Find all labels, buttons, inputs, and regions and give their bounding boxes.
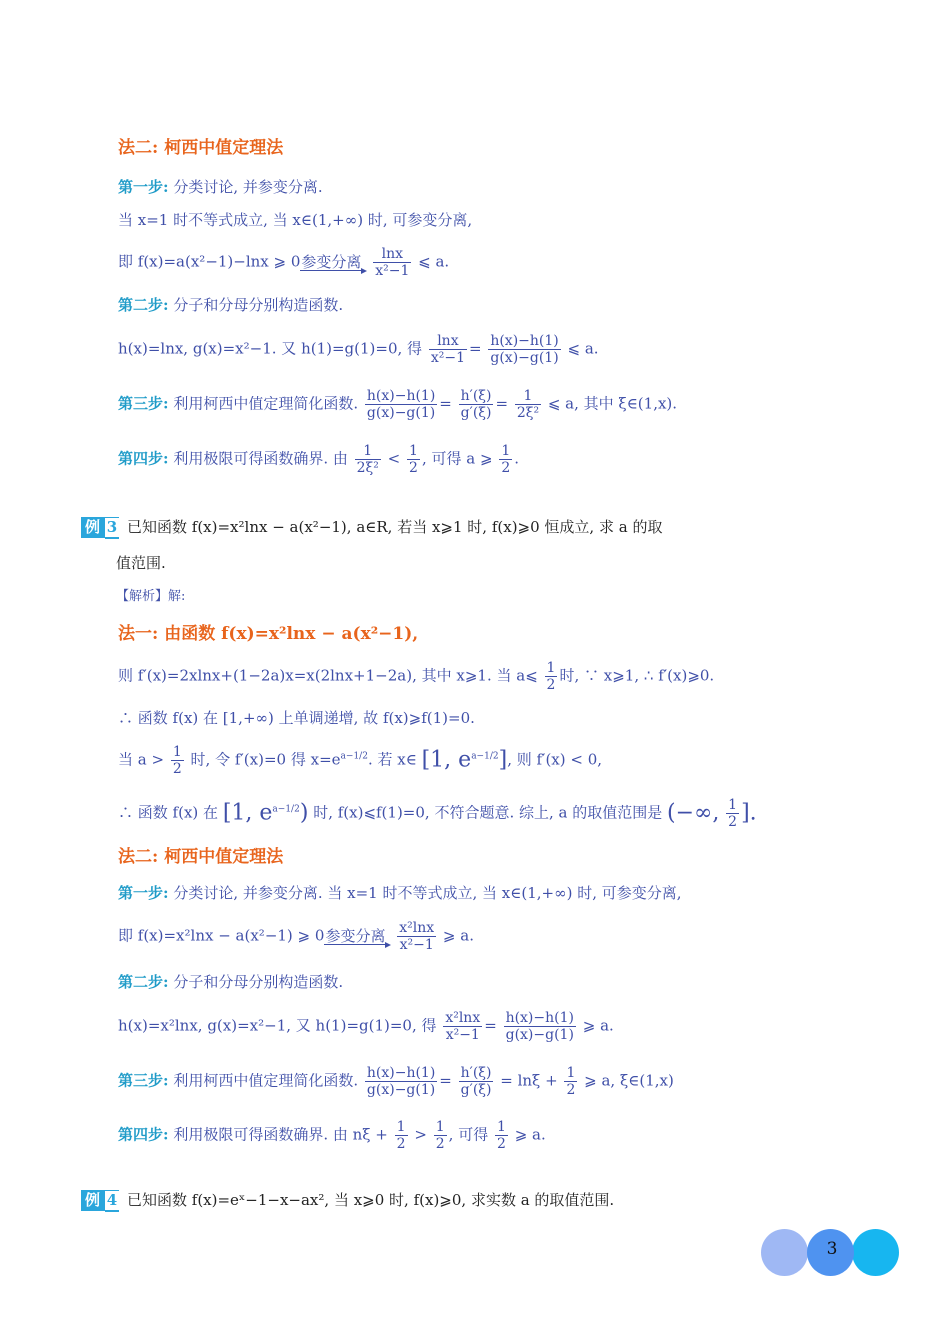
step-line [118,886,682,901]
example-number: 3 [105,518,119,539]
problem-text: 已知函数 f(x)=x²lnx − a(x²−1), a∈R, 若当 x⩾1 时, f(x)⩾0 恒成立, 求 a 的取 [127,518,663,536]
example-badge: 例 3 [81,517,119,538]
step-text: 利用柯西中值定理简化函数. [168,1071,359,1090]
step-text: 分子和分母分别构造函数. [168,296,344,314]
step-line [118,298,343,313]
fraction: $\frac{h(x)-h(1)}{g(x)-g(1)}$ [505,1010,574,1044]
fraction: $\frac{1}{2}$ [546,660,556,694]
step-key: 第三步: [118,394,169,413]
fraction: $\frac{1}{\text{2ξ²}}$ [516,388,540,422]
fraction: $\frac{1}{\text{2ξ²}}$ [356,443,379,477]
step-text: 利用柯西中值定理简化函数. [168,394,359,413]
fraction: $\frac{\ln x}{\text{x²−1}}$ [375,246,410,280]
fraction: $\frac{1}{2}$ [728,797,738,831]
fraction: $\frac{1}{2}$ [172,744,182,778]
arrow-label: 参变分离 [301,252,362,271]
formula-line: 当 a > $\frac{1}{2}$ 时, 令 f′(x)=0 得 $x=e^{a-1/2}$. 若 x∈ [1, $e^{a-1/2}$], 则 f′(x) < 0, [118,744,603,778]
formula-line: 即 f(x)=x²lnx − a(x²−1) ⩾ 0参变分离 $\frac{\text{x²lnx}}{\text{x²−1}}$ ⩾ a. [118,920,474,954]
step-line: 第三步: 利用柯西中值定理简化函数. $\frac{h(x)-h(1)}{g(x)-g(1)}$ = $\frac{h'(\xi)}{g'(\xi)}$ = $\frac{1}{\text{2ξ²}}$ ⩽ a, 其中 ξ∈(1,x). [118,388,678,422]
text-line: ∴ 函数 f(x) 在 [1,+∞) 上单调递增, 故 f(x)⩾f(1)=0. [118,709,475,727]
step-key: 第二步: [118,296,169,314]
step-key: 第一步: [118,884,169,902]
method-title: 法一: 由函数 f(x)=x²lnx − a(x²−1), [118,624,419,644]
problem-text: 已知函数 f(x)=eˣ−1−x−ax², 当 x⩾0 时, f(x)⩾0, 求实数 a 的取值范围. [127,1191,615,1209]
formula-text: ⩽ a. [418,252,450,271]
example-number: 4 [105,1191,119,1212]
step-key: 第四步: [118,449,169,468]
fraction: $\frac{1}{2}$ [501,443,511,477]
formula-line: h(x)=x²lnx, g(x)=x²−1, 又 h(1)=g(1)=0, 得 $\frac{\text{x²lnx}}{\text{x²−1}}$ = $\frac{h(x)-h(1)}{g(x)-g(1)}$ ⩾ a. [118,1010,614,1044]
step-line: 第四步: 利用极限可得函数确界. 由 nξ + $\frac{1}{2}$ > $\frac{1}{2}$ , 可得 $\frac{1}{2}$ ⩾ a. [118,1119,546,1153]
fraction: $\frac{h(x)-h(1)}{g(x)-g(1)}$ [366,1065,436,1099]
text-line: 当 x=1 时不等式成立, 当 x∈(1,+∞) 时, 可参变分离, [118,211,473,229]
fraction: $\frac{\text{x²lnx}}{\text{x²−1}}$ [445,1010,481,1044]
problem-text: 值范围. [116,554,166,572]
fraction: $\frac{1}{2}$ [409,443,418,477]
formula-line: ∴ 函数 f(x) 在 [1, $e^{a-1/2}$) 时, f(x)⩽f(1)=0, 不符合题意. 综上, a 的取值范围是 (−∞, $\frac{1}{2}$ ]. [118,797,757,831]
fraction: $\frac{h(x)-h(1)}{g(x)-g(1)}$ [490,333,559,367]
page-circle-decoration [761,1229,808,1276]
step-text: 分类讨论, 并参变分离. [168,178,323,196]
formula-line [118,246,449,279]
step-line [118,180,323,195]
formula-text: h(x)=lnx, g(x)=x²−1. 又 h(1)=g(1)=0, 得 [118,339,423,358]
step-text: 利用极限可得函数确界. 由 [168,449,348,468]
step-line: 第四步: 利用极限可得函数确界. 由 $\frac{1}{\text{2ξ²}}$ < $\frac{1}{2}$ , 可得 a ⩾ $\frac{1}{2}$ . [118,443,520,477]
step-text: 分子和分母分别构造函数. [168,973,344,991]
formula-text: ⩽ a. [567,339,599,358]
example-badge: 例 4 [81,1190,119,1211]
fraction: $\frac{h'(\xi)}{g'(\xi)}$ [460,1065,492,1099]
fraction: $\frac{h(x)-h(1)}{g(x)-g(1)}$ [366,388,436,422]
step-text: 利用极限可得函数确界. 由 nξ + [168,1125,388,1144]
formula-text: 即 f(x)=a(x²−1)−lnx ⩾ 0 [118,252,301,271]
fraction: $\frac{1}{2}$ [396,1119,406,1153]
analysis-label: 【解析】解: [116,589,186,604]
formula-text: ⩽ a, 其中 ξ∈(1,x). [547,394,678,413]
formula-line: h(x)=lnx, g(x)=x²−1. 又 h(1)=g(1)=0, 得 $\frac{\ln x}{\text{x²−1}}$ = $\frac{h(x)-h(1)}{g(x)-g(1)}$ ⩽ a. [118,333,599,367]
step-key: 第二步: [118,973,169,991]
fraction: $\frac{1}{2}$ [435,1119,445,1153]
step-key: 第三步: [118,1071,169,1090]
fraction: $\frac{1}{2}$ [496,1119,506,1153]
page-number: 3 [826,1239,838,1259]
fraction: $\frac{h'(\xi)}{g'(\xi)}$ [460,388,492,422]
method-title: 法二: 柯西中值定理法 [118,138,284,158]
step-line: 第三步: 利用柯西中值定理简化函数. $\frac{h(x)-h(1)}{g(x)-g(1)}$ = $\frac{h'(\xi)}{g'(\xi)}$ = lnξ + $\frac{1}{2}$ ⩾ a, ξ∈(1,x) [118,1065,674,1099]
fraction: $\frac{\ln x}{\text{x²−1}}$ [430,333,465,367]
method-title: 法二: 柯西中值定理法 [118,847,284,867]
fraction: $\frac{1}{2}$ [566,1065,576,1099]
formula-line: 则 f′(x)=2xlnx+(1−2a)x=x(2lnx+1−2a), 其中 x⩾1. 当 a⩽ $\frac{1}{2}$ 时, ∵ x⩾1, ∴ f′(x)⩾0. [118,660,715,694]
arrow-label: 参变分离 [325,926,386,945]
step-key: 第四步: [118,1125,169,1144]
step-line [118,975,343,990]
fraction: $\frac{\text{x²lnx}}{\text{x²−1}}$ [399,920,435,954]
step-text: 分类讨论, 并参变分离. 当 x=1 时不等式成立, 当 x∈(1,+∞) 时, 可参变分离, [168,884,682,902]
page-circle-decoration [852,1229,899,1276]
step-key: 第一步: [118,178,169,196]
